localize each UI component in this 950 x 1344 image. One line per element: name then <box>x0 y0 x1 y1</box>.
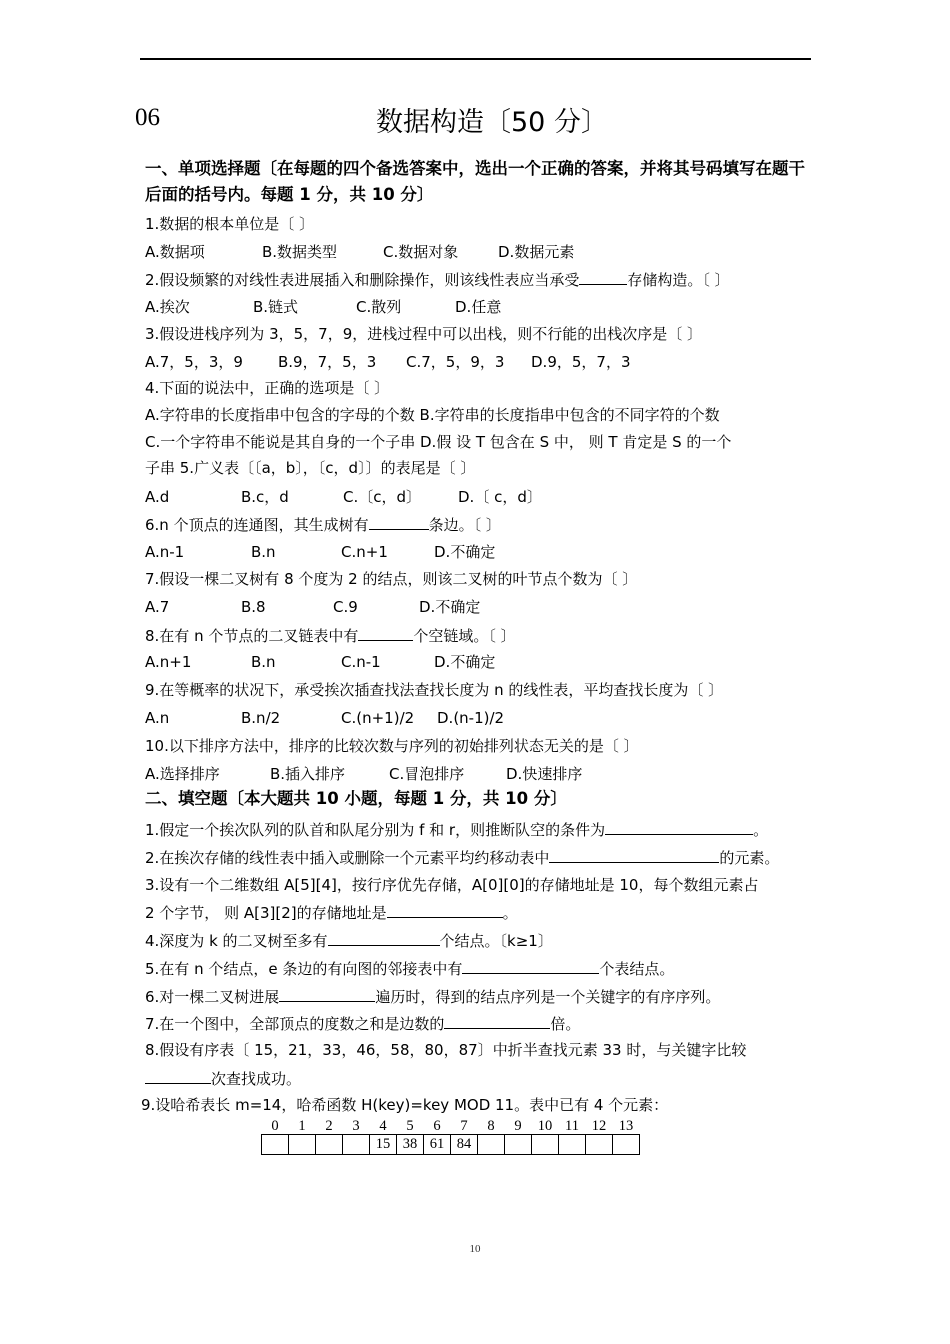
hash-index: 5 <box>406 1118 414 1134</box>
hash-index-row <box>262 1118 640 1135</box>
option: C.n-1 <box>341 653 381 671</box>
answer-blank <box>387 902 503 918</box>
answer-blank <box>328 930 440 946</box>
fill-2 <box>145 847 779 868</box>
option: D.任意 <box>455 298 502 316</box>
option: D.不确定 <box>434 543 496 561</box>
option: B.链式 <box>253 298 299 316</box>
question-2-options <box>145 297 501 317</box>
option: D.(n-1)/2 <box>437 709 505 727</box>
option: C.9 <box>333 598 358 616</box>
answer-blank <box>369 514 429 530</box>
hash-index: 11 <box>565 1118 579 1134</box>
hash-cell: 15 <box>370 1135 397 1155</box>
option: B.n <box>251 543 276 561</box>
hash-index: 12 <box>591 1118 607 1134</box>
question-5-stem: 子串 5.广义表〔〔a，b〕，〔c，d〕〕的表尾是〔 〕 <box>145 459 476 477</box>
option: B.数据类型 <box>262 243 338 261</box>
option: A.7，5，3，9 <box>145 353 243 371</box>
question-2-stem <box>145 269 730 290</box>
option: D.数据元素 <box>498 243 575 261</box>
option: C.数据对象 <box>383 243 459 261</box>
question-9-stem: 9.在等概率的状况下，承受挨次插查找法查找长度为 n 的线性表，平均查找长度为〔 〕 <box>145 681 724 699</box>
stem-part: 条边。〔 〕 <box>428 516 501 534</box>
hash-cell: 84 <box>451 1135 478 1155</box>
option: C.7，5，9，3 <box>406 353 505 371</box>
hash-index: 8 <box>487 1118 495 1134</box>
option: D.不确定 <box>434 653 496 671</box>
question-10-stem: 10.以下排序方法中，排序的比较次数与序列的初始排列状态无关的是〔 〕 <box>145 737 639 755</box>
question-9-options <box>145 708 504 728</box>
hash-cell <box>289 1135 316 1155</box>
hash-index: 9 <box>514 1118 522 1134</box>
question-6-options <box>145 542 495 562</box>
question-1-options <box>145 242 574 262</box>
section-heading-choice: 一、单项选择题〔在每题的四个备选答案中，选出一个正确的答案，并将其号码填写在题干后面的括号内。每题 1 分，共 10 分〕 <box>145 159 805 204</box>
hash-index: 13 <box>618 1118 634 1134</box>
stem-part: 个空链域。〔 〕 <box>413 627 516 645</box>
option: D.不确定 <box>419 598 481 616</box>
fill-8-line2 <box>145 1068 301 1089</box>
hash-table <box>261 1118 640 1155</box>
stem-part: 2.假设频繁的对线性表进展插入和删除操作，则该线性表应当承受 <box>145 271 580 289</box>
option: C.散列 <box>356 298 402 316</box>
hash-value-row <box>262 1135 640 1155</box>
fill-7 <box>145 1013 580 1034</box>
fill-1 <box>145 819 768 840</box>
question-3-options <box>145 352 631 372</box>
question-1-stem: 1.数据的根本单位是〔 〕 <box>145 215 315 233</box>
question-8-stem <box>145 625 516 646</box>
fill-text: 倍。 <box>550 1015 581 1033</box>
hash-cell: 61 <box>424 1135 451 1155</box>
option: A.7 <box>145 598 170 616</box>
fill-text: 2 个字节， 则 A[3][2]的存储地址是 <box>145 904 387 922</box>
section-heading-fill: 二、填空题〔本大题共 10 小题，每题 1 分，共 10 分〕 <box>145 789 567 808</box>
hash-cell <box>343 1135 370 1155</box>
question-5-options <box>145 487 542 507</box>
option: C.冒泡排序 <box>389 765 465 783</box>
option: D.〔 c，d〕 <box>458 488 542 506</box>
option: A.d <box>145 488 170 506</box>
fill-text: 6.对一棵二叉树进展 <box>145 988 280 1006</box>
question-4-options-b: C.一个字符串不能说是其自身的一个子串 D.假 设 T 包含在 S 中， 则 T 肯定是 S 的一个 <box>145 433 732 451</box>
question-6-stem <box>145 514 501 535</box>
fill-4 <box>145 930 553 951</box>
hash-cell <box>262 1135 289 1155</box>
hash-cell: 38 <box>397 1135 424 1155</box>
question-7-options <box>145 597 480 617</box>
hash-index: 2 <box>325 1118 333 1134</box>
answer-blank <box>358 625 413 641</box>
hash-index: 0 <box>271 1118 279 1134</box>
fill-text: 7.在一个图中，全部顶点的度数之和是边数的 <box>145 1015 445 1033</box>
question-8-options <box>145 652 495 672</box>
answer-blank <box>549 847 719 863</box>
fill-text: 5.在有 n 个结点，e 条边的有向图的邻接表中有 <box>145 960 463 978</box>
question-4-stem: 4.下面的说法中，正确的选项是〔 〕 <box>145 379 390 397</box>
fill-5 <box>145 958 674 979</box>
option: C.n+1 <box>341 543 388 561</box>
fill-8-line1: 8.假设有序表〔 15，21，33，46，58，80，87〕中折半查找元素 33 时，与关键字比较 <box>145 1041 747 1059</box>
option: B.插入排序 <box>270 765 346 783</box>
answer-blank <box>579 269 627 285</box>
page-title: 数据构造〔50 分〕 <box>376 107 608 138</box>
question-4-options-a: A.字符串的长度指串中包含的字母的个数 B.字符串的长度指串中包含的不同字符的个数 <box>145 406 720 424</box>
hash-index: 10 <box>537 1118 553 1134</box>
fill-text: 遍历时，得到的结点序列是一个关键字的有序序列。 <box>375 988 721 1006</box>
stem-part: 8.在有 n 个节点的二叉链表中有 <box>145 627 359 645</box>
fill-text: 4.深度为 k 的二叉树至多有 <box>145 932 328 950</box>
question-3-stem: 3.假设进栈序列为 3，5，7，9，进栈过程中可以出栈，则不行能的出栈次序是〔 〕 <box>145 325 703 343</box>
fill-text: 。 <box>502 904 518 922</box>
fill-text: 的元素。 <box>719 849 780 867</box>
hash-index: 1 <box>298 1118 306 1134</box>
hash-cell <box>586 1135 613 1155</box>
hash-index: 4 <box>379 1118 387 1134</box>
hash-index: 6 <box>433 1118 441 1134</box>
option: C.〔c，d〕 <box>343 488 422 506</box>
hash-index: 7 <box>460 1118 468 1134</box>
hash-cell <box>559 1135 586 1155</box>
fill-text: 1.假定一个挨次队列的队首和队尾分别为 f 和 r，则推断队空的条件为 <box>145 821 606 839</box>
answer-blank <box>279 986 375 1002</box>
hash-cell <box>532 1135 559 1155</box>
option: B.n <box>251 653 276 671</box>
answer-blank <box>462 958 599 974</box>
option: A.选择排序 <box>145 765 220 783</box>
fill-6 <box>145 986 720 1007</box>
fill-text: 2.在挨次存储的线性表中插入或删除一个元素平均约移动表中 <box>145 849 550 867</box>
fill-text: 个结点。〔k≥1〕 <box>439 932 553 950</box>
option: D.9，5，7，3 <box>531 353 631 371</box>
answer-blank <box>145 1068 211 1084</box>
fill-text: 。 <box>753 821 769 839</box>
fill-text: 个表结点。 <box>599 960 675 978</box>
option: A.n+1 <box>145 653 192 671</box>
option: A.n <box>145 709 170 727</box>
answer-blank <box>605 819 753 835</box>
hash-cell <box>316 1135 343 1155</box>
paper-code: 06 <box>135 104 160 131</box>
hash-cell <box>613 1135 640 1155</box>
answer-blank <box>444 1013 550 1029</box>
hash-cell <box>478 1135 505 1155</box>
hash-cell <box>505 1135 532 1155</box>
option: B.9，7，5，3 <box>278 353 377 371</box>
option: D.快速排序 <box>506 765 583 783</box>
fill-9: 9.设哈希表长 m=14，哈希函数 H(key)=key MOD 11。表中已有 4 个元素： <box>141 1096 669 1114</box>
fill-text: 次查找成功。 <box>211 1070 302 1088</box>
option: A.数据项 <box>145 243 205 261</box>
option: B.8 <box>241 598 266 616</box>
page-number: 10 <box>469 1243 481 1255</box>
option: A.挨次 <box>145 298 190 316</box>
fill-3-line1: 3.设有一个二维数组 A[5][4]，按行序优先存储，A[0][0]的存储地址是 10，每个数组元素占 <box>145 876 759 894</box>
question-10-options <box>145 764 582 784</box>
stem-part: 存储构造。〔 〕 <box>627 271 730 289</box>
hash-index: 3 <box>352 1118 360 1134</box>
option: C.(n+1)/2 <box>341 709 415 727</box>
option: B.n/2 <box>241 709 281 727</box>
option: A.n-1 <box>145 543 185 561</box>
stem-part: 6.n 个顶点的连通图，其生成树有 <box>145 516 369 534</box>
option: B.c，d <box>241 488 289 506</box>
fill-3-line2 <box>145 902 518 923</box>
question-7-stem: 7.假设一棵二叉树有 8 个度为 2 的结点，则该二叉树的叶节点个数为〔 〕 <box>145 570 638 588</box>
top-rule <box>140 58 811 60</box>
